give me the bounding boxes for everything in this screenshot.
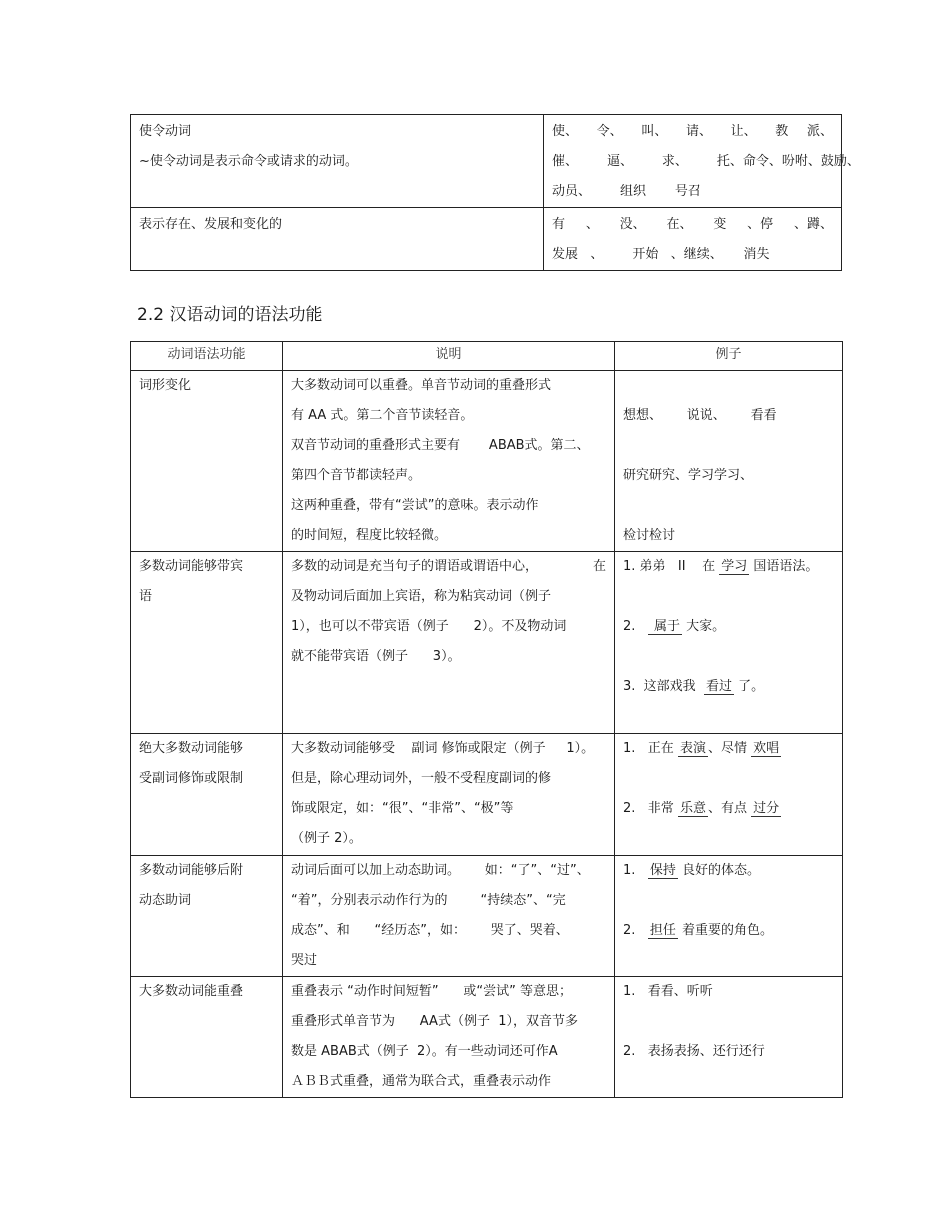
grammar-function-table <box>130 341 843 1098</box>
category-cell <box>131 208 544 271</box>
category-name: 使令动词 <box>139 124 192 139</box>
table-row <box>131 977 843 1098</box>
example-item: 1. 正在 表演 、尽情 欢唱 <box>623 741 780 756</box>
category-description: ~使令动词是表示命令或请求的动词。 <box>139 154 358 169</box>
examples-cell <box>615 371 843 552</box>
explanation-cell: 多数的动词是充当句子的谓语或谓语中心， 在 及物动词后面加上宾语，称为粘宾动词（例子 1），也可以不带宾语（例子 2）。不及物动词 就不能带宾语（例子 3）。 <box>283 552 615 734</box>
example-item: 3. 这部戏我 看过 了。 <box>623 679 765 694</box>
example-item: 2. 担任 着重要的角色。 <box>623 923 773 938</box>
explanation-cell: 重叠表示 “动作时间短暂” 或“尝试” 等意思； 重叠形式单音节为 AA式（例子 1），双音节多 数是 ABAB式（例子 2）。有一些动词还可作A ＡＢＢ式重叠，通常为联合式，重叠表示动作 <box>283 977 615 1098</box>
examples-cell <box>615 734 843 856</box>
explanation-cell: 大多数动词可以重叠。单音节动词的重叠形式 有 AA 式。第二个音节读轻音。 双音节动词的重叠形式主要有 ABAB式。第二、 第四个音节都读轻声。 这两种重叠，带有“尝试”的意味。表示动作 的时间短，程度比较轻微。 <box>283 371 615 552</box>
explanation-cell: 动词后面可以加上动态助词。 如：“了”、“过”、 “着”，分别表示动作行为的 “持续态”、“完 成态”、和 “经历态”，如： 哭了、哭着、 哭过 <box>283 856 615 977</box>
example-item: 1. 弟弟 II 在 学习 国语语法。 <box>623 559 819 574</box>
example-item: 1. 看看、听听 <box>623 984 713 999</box>
examples-cell <box>615 977 843 1098</box>
example-item: 2. 表扬表扬、还行还行 <box>623 1044 765 1059</box>
example-line: 催、 逼、 求、 托、命令、吩咐、鼓励、 <box>552 154 860 169</box>
example-item: 研究研究、学习学习、 <box>623 468 754 483</box>
example-line: 使、 令、 叫、 请、 让、 教 派、 <box>552 124 833 139</box>
column-header-function: 动词语法功能 <box>131 342 283 371</box>
example-item: 1. 保持 良好的体态。 <box>623 863 760 878</box>
section-heading: 2.2 汉语动词的语法功能 <box>137 305 323 325</box>
examples-cell <box>615 552 843 734</box>
function-cell: 词形变化 <box>131 371 283 552</box>
verb-category-table <box>130 114 860 271</box>
table-row <box>131 552 843 734</box>
table-row <box>131 371 843 552</box>
table-row <box>131 856 843 977</box>
examples-cell <box>615 856 843 977</box>
function-cell: 大多数动词能重叠 <box>131 977 283 1098</box>
explanation-cell: 大多数动词能够受 副词 修饰或限定（例子 1）。 但是，除心理动词外，一般不受程度副词的修 饰或限定，如：“很”、“非常”、“极”等 （例子 2）。 <box>283 734 615 856</box>
table-header-row <box>131 342 843 371</box>
category-cell <box>131 115 544 208</box>
example-item: 2. 非常 乐意 、有点 过分 <box>623 801 780 816</box>
example-item: 检讨检讨 <box>623 528 676 543</box>
category-examples-cell <box>544 115 860 208</box>
example-line: 有 、 没、 在、 变 、停 、蹲、 <box>552 217 833 232</box>
table-row <box>131 208 842 271</box>
example-item: 想想、 说说、 看看 <box>623 408 777 423</box>
function-cell: 绝大多数动词能够 受副词修饰或限制 <box>131 734 283 856</box>
function-cell: 多数动词能够带宾 语 <box>131 552 283 734</box>
example-item: 2. 属于 大家。 <box>623 619 726 634</box>
column-header-explanation: 说明 <box>283 342 615 371</box>
example-line: 动员、 组织 号召 <box>552 184 701 199</box>
category-examples-cell <box>544 208 842 271</box>
function-cell: 多数动词能够后附 动态助词 <box>131 856 283 977</box>
table-row <box>131 734 843 856</box>
example-line: 发展 、 开始 、继续、 消失 <box>552 247 770 262</box>
category-name: 表示存在、发展和变化的 <box>139 217 283 232</box>
table-row <box>131 115 842 208</box>
column-header-examples: 例子 <box>615 342 843 371</box>
